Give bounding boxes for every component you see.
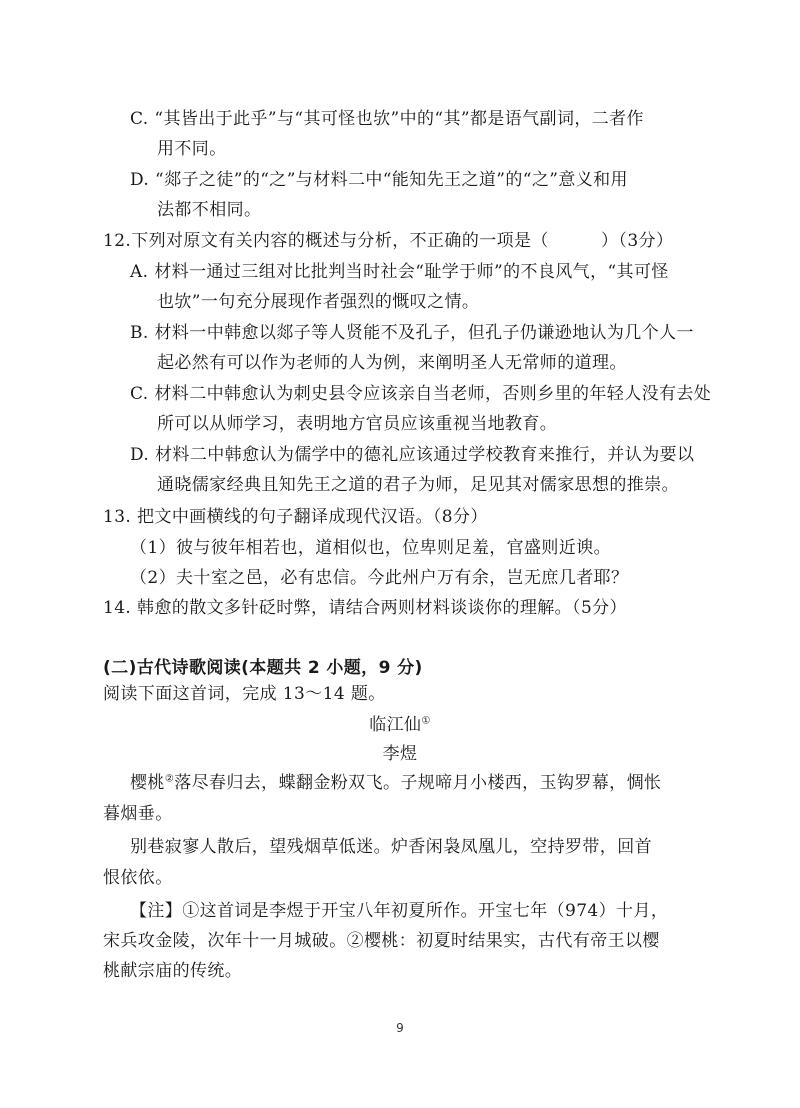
q11-option-c-line-1: C. “其皆出于此乎”与“其可怪也欤”中的“其”都是语气副词，二者作 [130,109,644,129]
q12-option-c-line-1: C. 材料二中韩愈认为刺史县令应该亲自当老师，否则乡里的年轻人没有去处 [130,384,712,404]
question-14: 14. 韩愈的散文多针砭时弊，请结合两则材料谈谈你的理解。（5分） [103,598,627,618]
question-13: 13. 把文中画横线的句子翻译成现代汉语。（8分） [103,507,488,527]
q12-option-a-line-1: A. 材料一通过三组对比批判当时社会“耻学于师”的不良风气，“其可怪 [130,262,669,282]
q13-sentence-1: （1）彼与彼年相若也，道相似也，位卑则足羞，官盛则近谀。 [130,538,612,558]
q12-option-a-line-2: 也欤”一句充分展现作者强烈的慨叹之情。 [157,292,480,312]
section-intro: 阅读下面这首词，完成 13～14 题。 [103,684,386,704]
poem-title-footnote-mark: ① [421,715,431,727]
q11-option-d-line-1: D. “郯子之徒”的“之”与材料二中“能知先王之道”的“之”意义和用 [130,170,628,190]
page-number: 9 [396,1021,404,1035]
q12-option-d-line-1: D. 材料二中韩愈认为儒学中的德礼应该通过学校教育来推行，并认为要以 [130,445,695,465]
cherry-footnote-mark: ② [164,773,175,785]
note-line-2: 宋兵攻金陵，次年十一月城破。②樱桃：初夏时结果实，古代有帝王以樱 [103,931,660,951]
question-12: 12.下列对原文有关内容的概述与分析，不正确的一项是（ ）（3分） [103,231,674,251]
poem-stanza-2-line-2: 恨依依。 [103,868,173,888]
q12-option-b-line-1: B. 材料一中韩愈以郯子等人贤能不及孔子，但孔子仍谦逊地认为几个人一 [130,323,694,343]
q11-option-c-line-2: 用不同。 [157,139,227,159]
note-line-1: 【注】①这首词是李煜于开宝八年初夏所作。开宝七年（974）十月， [130,901,669,921]
section-heading: (二)古代诗歌阅读(本题共 2 小题，9 分) [103,658,423,678]
poem-stanza-1-line-2: 暮烟垂。 [103,804,173,824]
q12-option-c-line-2: 所可以从师学习，表明地方官员应该重视当地教育。 [157,414,558,434]
q13-sentence-2: （2）夫十室之邑，必有忠信。今此州户万有余，岂无庶几者耶？ [130,568,629,588]
q11-option-d-line-2: 法都不相同。 [157,200,262,220]
poem-title: 临江仙① [369,715,431,735]
poem-stanza-1-line-1: 樱桃②落尽春归去，蝶翻金粉双飞。子规啼月小楼西，玉钩罗幕，惆怅 [130,773,662,793]
q12-option-d-line-2: 通晓儒家经典且知先王之道的君子为师，足见其对儒家思想的推崇。 [157,475,679,495]
q12-option-b-line-2: 起必然有可以作为老师的人为例，来阐明圣人无常师的道理。 [157,353,627,373]
poem-stanza-2-line-1: 别巷寂寥人散后，望残烟草低迷。炉香闲袅凤凰儿，空持罗带，回首 [130,837,652,857]
note-line-3: 桃献宗庙的传统。 [103,961,243,981]
poem-author: 李煜 [382,744,418,764]
